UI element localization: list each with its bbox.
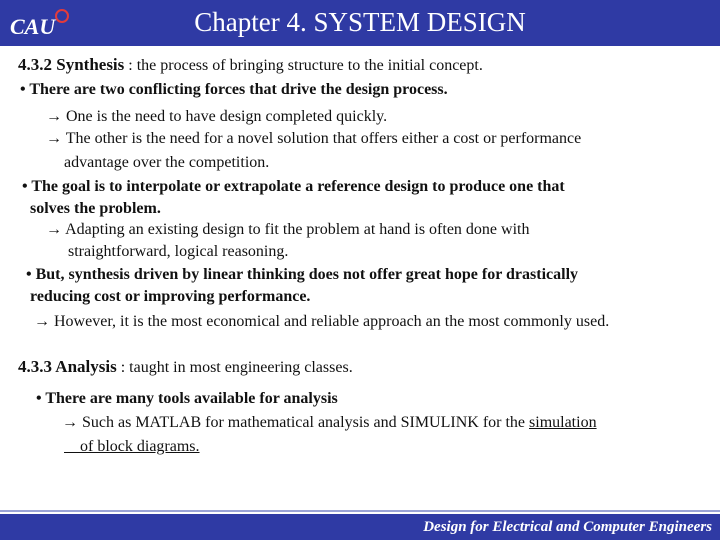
arrow-item-novel-cont: advantage over the competition. [64,154,270,171]
bullet-linear-thinking-cont: reducing cost or improving performance. [30,288,311,305]
footer-divider [0,510,720,512]
arrow-item-matlab [62,413,597,433]
page-title: Chapter 4. SYSTEM DESIGN [194,7,526,37]
arrow-item-adapting-cont: straightforward, logical reasoning. [68,243,289,260]
footer-bar [0,514,720,540]
synthesis-heading-row [18,55,483,76]
arrow-item-novel: → The other is the need for a novel solution that offers either a cost or performance [46,130,582,147]
analysis-definition: : taught in most engineering classes. [120,359,353,376]
bullet-conflicting-forces: • There are two conflicting forces that drive the design process. [20,81,448,98]
analysis-heading-row [18,357,353,378]
synthesis-definition: : the process of bringing structure to the initial concept. [128,57,483,74]
logo-text: CAU [10,14,56,39]
synthesis-heading: 4.3.2 Synthesis [18,55,125,74]
bullet-goal: • The goal is to interpolate or extrapolate a reference design to produce one that [22,178,565,195]
footer-text: Design for Electrical and Computer Engineers [423,519,712,535]
arrow-item-matlab-cont [64,437,200,457]
arrow-item-economical: → However, it is the most economical and reliable approach an the most commonly used. [34,313,610,330]
bullet-linear-thinking: • But, synthesis driven by linear thinking does not offer great hope for drastically [26,266,579,283]
analysis-heading: 4.3.3 Analysis [18,357,117,376]
block-diagrams-text: of block diagrams. [80,438,200,455]
simulation-word: simulation [529,414,597,431]
arrow-item-adapting: → Adapting an existing design to fit the problem at hand is often done with [46,221,530,238]
bullet-tools: • There are many tools available for analysis [36,390,338,407]
arrow-item-matlab-text: → Such as MATLAB for mathematical analysis and SIMULINK for the [62,414,530,431]
arrow-item-quick: → One is the need to have design completed quickly. [46,108,388,125]
bullet-goal-cont: solves the problem. [30,200,161,217]
